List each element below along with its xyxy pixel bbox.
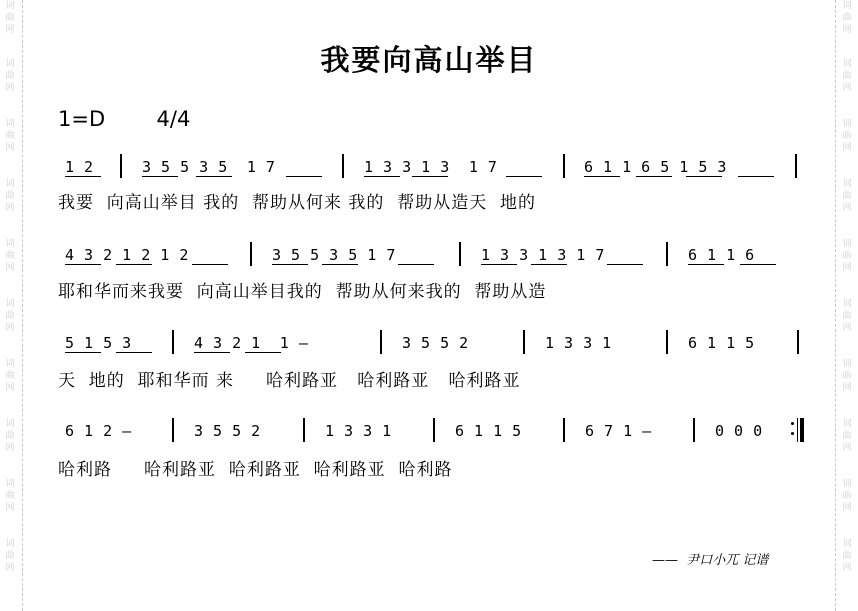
notation-measure: 4 3 2 1 2 1 2 (65, 246, 189, 264)
watermark: 词曲网 (5, 59, 15, 93)
final-barline (800, 418, 804, 442)
lyrics-line: 耶和华而来我要 向高山举目我的 帮助从何来我的 帮助从造 (58, 282, 547, 302)
eighth-underline (740, 264, 776, 265)
barline (120, 154, 122, 178)
eighth-underline (398, 264, 434, 265)
eighth-underline (194, 352, 230, 353)
watermark: 词曲网 (842, 479, 852, 513)
barline (342, 154, 344, 178)
eighth-underline (412, 176, 448, 177)
notation-measure: 3 5 5 3 5 1 7 (142, 158, 276, 176)
notation-measure: 6 1 1 6 (688, 246, 755, 264)
notation-measure: 6 1 1 5 (688, 334, 755, 352)
barline (563, 154, 565, 178)
watermark: 词曲网 (5, 1, 15, 35)
barline (523, 330, 525, 354)
barline (795, 154, 797, 178)
time-signature: 4/4 (156, 107, 191, 131)
eighth-underline (272, 264, 308, 265)
watermark: 词曲网 (842, 119, 852, 153)
watermark: 词曲网 (842, 59, 852, 93)
eighth-underline (686, 176, 722, 177)
eighth-underline (192, 264, 228, 265)
watermark: 词曲网 (5, 299, 15, 333)
right-margin-line (835, 0, 836, 611)
eighth-underline (65, 352, 101, 353)
eighth-underline (65, 264, 101, 265)
lyrics-line: 哈利路 哈利路亚 哈利路亚 哈利路亚 哈利路 (58, 460, 453, 480)
notation-measure: 1 2 (65, 158, 94, 176)
eighth-underline (65, 176, 101, 177)
notation-measure: 6 1 1 5 (455, 422, 522, 440)
eighth-underline (142, 176, 178, 177)
eighth-underline (584, 176, 620, 177)
watermark: 词曲网 (5, 419, 15, 453)
notation-measure: 6 1 2 – (65, 422, 132, 440)
watermark: 词曲网 (5, 359, 15, 393)
eighth-underline (481, 264, 517, 265)
eighth-underline (116, 352, 152, 353)
watermark: 词曲网 (842, 419, 852, 453)
barline (666, 330, 668, 354)
eighth-underline (531, 264, 567, 265)
barline (459, 242, 461, 266)
barline (172, 330, 174, 354)
barline (666, 242, 668, 266)
watermark: 词曲网 (5, 179, 15, 213)
key-signature: 1=D (58, 107, 106, 131)
notation-measure: 1 3 3 1 3 1 7 (364, 158, 498, 176)
barline (172, 418, 174, 442)
notation-measure: 6 1 1 6 5 1 5 3 (584, 158, 727, 176)
eighth-underline (196, 176, 232, 177)
eighth-underline (116, 264, 152, 265)
lyrics-line: 天 地的 耶和华而 来 哈利路亚 哈利路亚 哈利路亚 (58, 371, 521, 391)
watermark: 词曲网 (5, 119, 15, 153)
watermark: 词曲网 (842, 539, 852, 573)
barline (303, 418, 305, 442)
eighth-underline (286, 176, 322, 177)
left-margin-line (22, 0, 23, 611)
song-title: 我要向高山举目 (320, 43, 538, 77)
barline (563, 418, 565, 442)
notation-measure: 3 5 5 2 (194, 422, 261, 440)
barline (433, 418, 435, 442)
barline (797, 330, 799, 354)
watermark: 词曲网 (842, 1, 852, 35)
lyrics-line: 我要 向高山举目 我的 帮助从何来 我的 帮助从造天 地的 (58, 193, 537, 213)
repeat-dot (791, 422, 794, 425)
watermark: 词曲网 (5, 539, 15, 573)
notation-measure: 5 1 5 3 (65, 334, 132, 352)
eighth-underline (322, 264, 358, 265)
repeat-dot (791, 432, 794, 435)
notation-measure: 1 3 3 1 (325, 422, 392, 440)
notation-measure: 3 5 5 3 5 1 7 (272, 246, 396, 264)
credit-text: 尹口小兀 记谱 (686, 553, 769, 568)
eighth-underline (688, 264, 724, 265)
barline (693, 418, 695, 442)
barline (797, 418, 798, 442)
eighth-underline (738, 176, 774, 177)
notation-measure: 0 0 0 (715, 422, 763, 440)
eighth-underline (245, 352, 281, 353)
watermark: 词曲网 (842, 239, 852, 273)
credit-dash: —— (652, 553, 678, 568)
watermark: 词曲网 (5, 479, 15, 513)
eighth-underline (364, 176, 400, 177)
watermark: 词曲网 (842, 179, 852, 213)
watermark: 词曲网 (842, 299, 852, 333)
watermark: 词曲网 (5, 239, 15, 273)
eighth-underline (607, 264, 643, 265)
transcriber-credit (652, 549, 768, 568)
eighth-underline (636, 176, 672, 177)
key-time-signature (58, 107, 190, 131)
notation-measure: 1 3 3 1 3 1 7 (481, 246, 605, 264)
notation-measure: 3 5 5 2 (402, 334, 469, 352)
watermark: 词曲网 (842, 359, 852, 393)
barline (380, 330, 382, 354)
notation-measure: 4 3 2 1 1 – (194, 334, 309, 352)
barline (250, 242, 252, 266)
eighth-underline (506, 176, 542, 177)
notation-measure: 6 7 1 – (585, 422, 652, 440)
notation-measure: 1 3 3 1 (545, 334, 612, 352)
